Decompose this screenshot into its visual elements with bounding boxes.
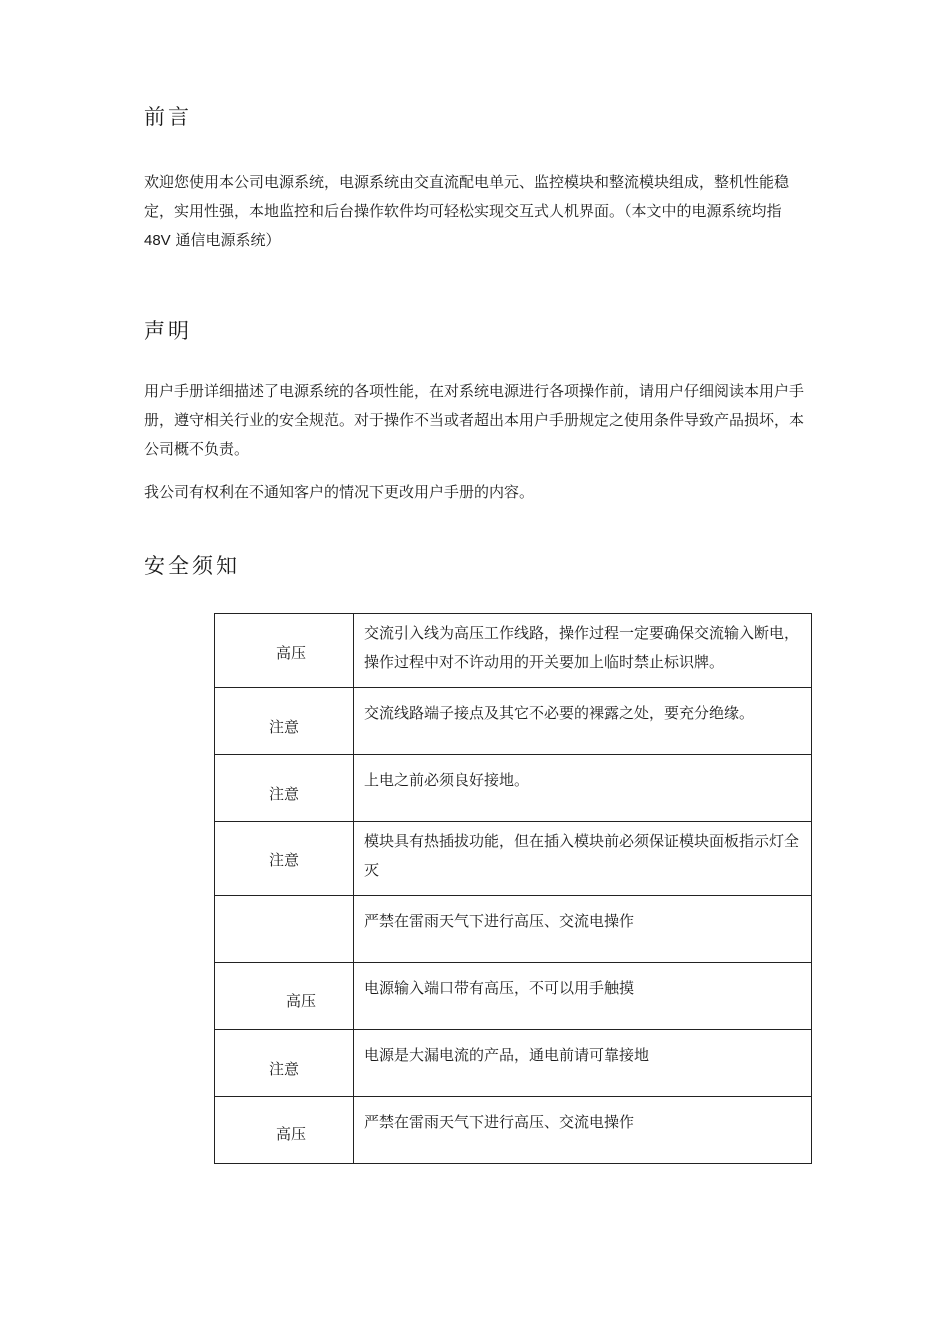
label-cell	[215, 822, 354, 896]
table-row	[215, 896, 812, 963]
table-row	[215, 822, 812, 896]
warning-label: 高压	[275, 1125, 306, 1143]
warning-text: 严禁在雷雨天气下进行高压、交流电操作	[364, 912, 635, 930]
table-row	[215, 963, 812, 1030]
description-cell	[354, 822, 812, 896]
warning-text: 严禁在雷雨天气下进行高压、交流电操作	[364, 1113, 635, 1131]
label-cell	[215, 755, 354, 822]
warning-text: 模块具有热插拔功能，但在插入模块前必须保证模块面板指示灯全灭	[364, 832, 800, 879]
label-cell	[215, 896, 354, 963]
safety-warnings-table	[214, 613, 812, 1164]
warning-label: 高压	[285, 992, 316, 1010]
warning-text: 交流线路端子接点及其它不必要的裸露之处，要充分绝缘。	[364, 704, 755, 722]
warning-label: 注意	[268, 851, 299, 869]
description-cell	[354, 1097, 812, 1164]
preface-text-tail: 通信电源系统）	[175, 231, 281, 249]
warning-text: 交流引入线为高压工作线路，操作过程一定要确保交流输入断电，操作过程中对不许动用的开关要加上临时禁止标识牌。	[364, 624, 800, 671]
warning-label: 注意	[268, 718, 299, 736]
description-cell	[354, 1030, 812, 1097]
statement-paragraph-2: 我公司有权利在不通知客户的情况下更改用户手册的内容。	[144, 483, 535, 501]
description-cell	[354, 755, 812, 822]
warning-label: 注意	[268, 785, 299, 803]
table-row	[215, 614, 812, 688]
warning-text: 上电之前必须良好接地。	[364, 771, 530, 789]
warning-label: 高压	[275, 644, 306, 662]
label-cell	[215, 1030, 354, 1097]
warning-label: 注意	[268, 1060, 299, 1078]
table-row	[215, 688, 812, 755]
description-cell	[354, 688, 812, 755]
preface-heading: 前言	[144, 105, 192, 129]
warning-text: 电源输入端口带有高压，不可以用手触摸	[364, 979, 635, 997]
table-row	[215, 755, 812, 822]
description-cell	[354, 963, 812, 1030]
statement-paragraph-1: 用户手册详细描述了电源系统的各项性能，在对系统电源进行各项操作前，请用户仔细阅读本用户手册，遵守相关行业的安全规范。对于操作不当或者超出本用户手册规定之使用条件导致产品损坏，本公司概不负责。	[144, 382, 805, 458]
preface-paragraph	[144, 168, 810, 255]
description-cell	[354, 614, 812, 688]
label-cell	[215, 614, 354, 688]
table-row	[215, 1030, 812, 1097]
label-cell	[215, 963, 354, 1030]
label-cell	[215, 688, 354, 755]
table-row	[215, 1097, 812, 1164]
voltage-value: 48V	[144, 232, 171, 249]
safety-heading: 安全须知	[144, 554, 240, 578]
preface-text: 欢迎您使用本公司电源系统，电源系统由交直流配电单元、监控模块和整流模块组成，整机性能稳定，实用性强，本地监控和后台操作软件均可轻松实现交互式人机界面。（本文中的电源系统均指	[144, 173, 790, 220]
warning-text: 电源是大漏电流的产品，通电前请可靠接地	[364, 1046, 650, 1064]
label-cell	[215, 1097, 354, 1164]
statement-heading: 声明	[144, 319, 192, 343]
description-cell	[354, 896, 812, 963]
